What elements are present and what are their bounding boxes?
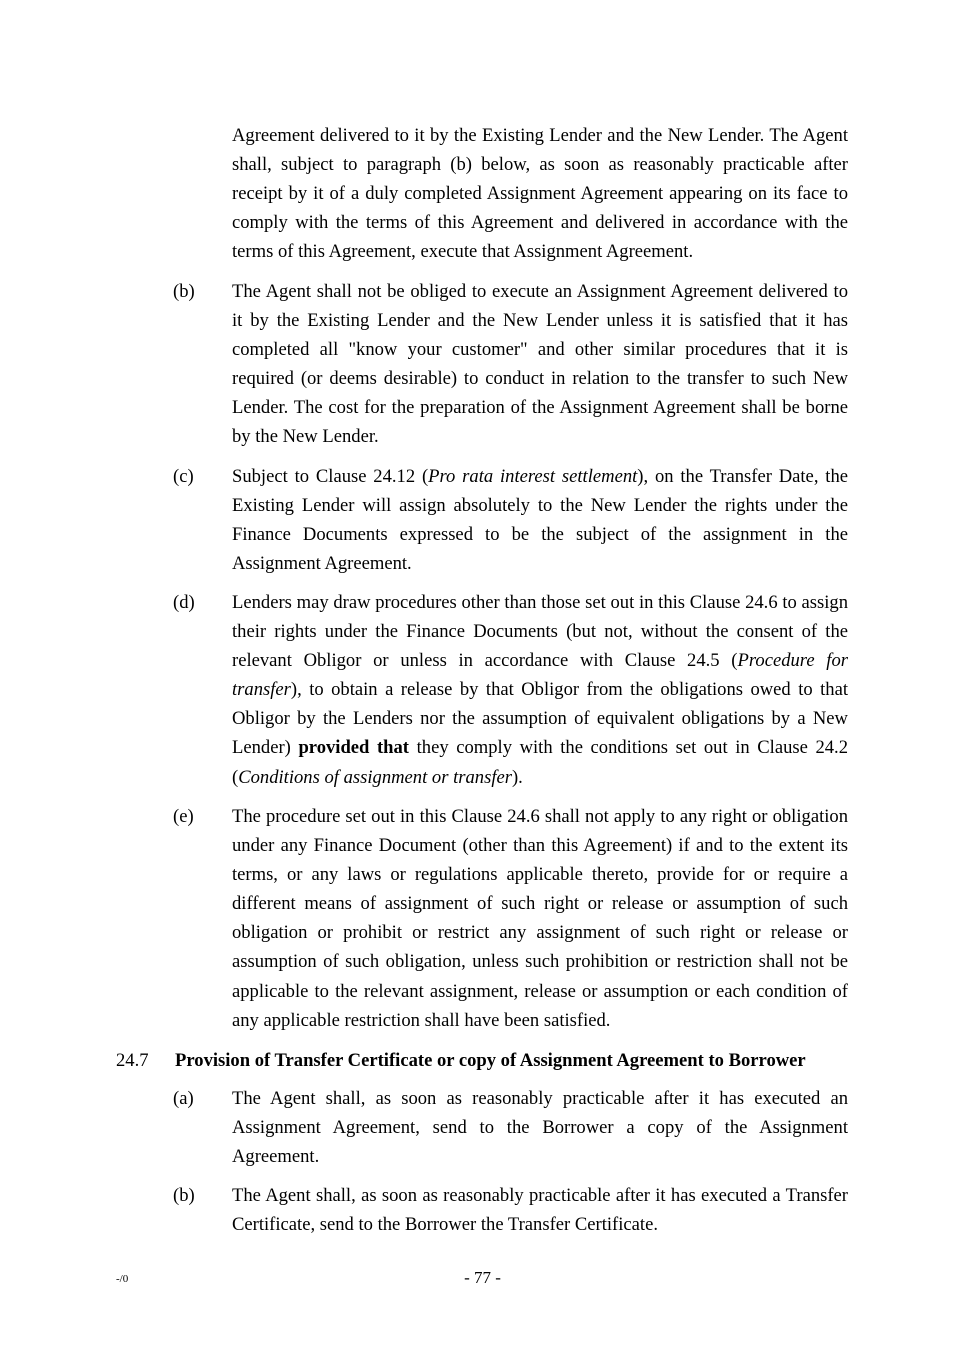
paragraph-label-d: (d) [173,592,195,613]
text-run: Lenders may draw procedures other than those set out in this Clause 24.6 to assign their rights under the Finance Documents (but not, without the consent of the relevant Obligor or unless in accordance with Clause 24.5 ( [232,592,848,672]
text-run: ), on the Transfer Date, the Existing Lender will assign absolutely to the New Lender the rights under the Finance Documents expressed to be the subject of the assignment in the Assignment Agreement. [232,466,848,575]
paragraph-label-c: (c) [173,466,194,487]
paragraph-label-b: (b) [173,281,195,302]
clause-heading: Provision of Transfer Certificate or copy of Assignment Agreement to Borrower [175,1050,806,1071]
bold-text: provided that [298,737,410,759]
text-run: The Agent shall, as soon as reasonably practicable after it has executed an Assignment Agreement, send to the Borrower a copy of the Assignment Agreement. [232,1088,848,1168]
paragraph-b-text [232,277,848,452]
text-run: ), to obtain a release by that Obligor from the obligations owed to that Obligor by the Lenders nor the assumption of equivalent obligations by a New Lender) [232,679,848,759]
text-run: The Agent shall not be obliged to execute an Assignment Agreement delivered to it by the Existing Lender and the New Lender unless it is satisfied that it has completed all "know your customer" and other similar procedures that it is required (or deems desirable) to conduct in relation to the transfer to such New Lender. The cost for the preparation of the Assignment Agreement shall be borne by the New Lender. [232,281,848,448]
page-number: - 77 - [464,1268,501,1287]
text-run: they comply with the conditions set out in Clause 24.2 ( [232,737,848,788]
clause-24-7-paragraph-b [232,1181,848,1239]
paragraph-c-text [232,462,848,578]
text-run: The Agent shall, as soon as reasonably practicable after it has executed a Transfer Certificate, send to the Borrower the Transfer Certificate. [232,1185,848,1236]
text-run: Subject to Clause 24.12 ( [232,466,429,487]
clause-number: 24.7 [116,1050,149,1071]
italic-text: Conditions of assignment or transfer [238,766,512,788]
italic-text: Procedure for transfer [232,650,849,701]
italic-text: Pro rata interest settlement [428,466,638,487]
text-run: The procedure set out in this Clause 24.6 shall not apply to any right or obligation under any Finance Document (other than this Agreement) if and to the extent its terms, or any laws or regulations applicable thereto, provide for or require a different means of assignment of such right or release or assumption of such obligation or prohibit or restrict any assignment of such right or release or assumption of such obligation, unless such prohibition or restriction shall not be applicable to the relevant assignment, release or assumption or each condition of any applicable restriction shall have been satisfied. [232,806,848,1031]
clause-24-7-paragraph-a [232,1084,848,1171]
paragraph-d-text [232,588,848,792]
continuation-paragraph: Agreement delivered to it by the Existing Lender and the New Lender. The Agent shall, subject to paragraph (b) below, as soon as reasonably practicable after receipt by it of a duly completed Assignment Agreement appearing on its face to comply with the terms of this Agreement and delivered in accordance with the terms of this Agreement, execute that Assignment Agreement. [232,125,848,263]
footer-reference: -/0 [116,1273,129,1285]
clause-24-7-label-a: (a) [173,1088,194,1109]
paragraph-e-text [232,802,848,1035]
text-run: ). [511,766,523,788]
clause-24-7-label-b: (b) [173,1185,195,1206]
paragraph-label-e: (e) [173,806,194,827]
